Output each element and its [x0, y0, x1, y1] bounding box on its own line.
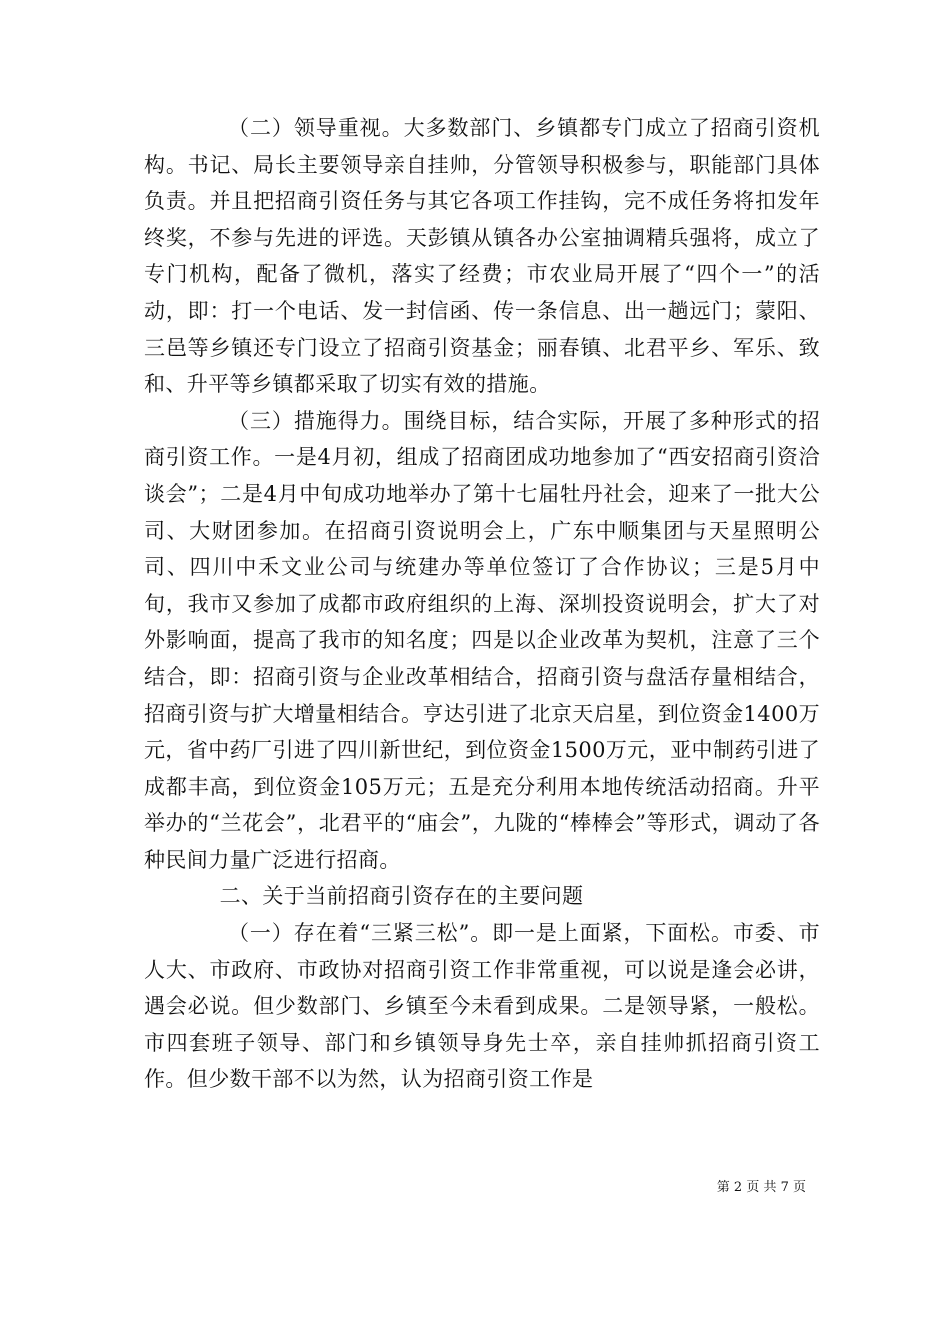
paragraph-measures: （三）措施得力。围绕目标，结合实际，开展了多种形式的招商引资工作。一是4月初，组成了招商团成功地参加了“西安招商引资洽谈会”；二是4月中旬成功地举办了第十七届牡丹社会，迎来了一批大公司、大财团参加。在招商引资说明会上，广东中顺集团与天星照明公司、四川中禾文业公司与统建办等单位签订了合作协议；三是5月中旬，我市又参加了成都市政府组织的上海、深圳投资说明会，扩大了对外影响面，提高了我市的知名度；四是以企业改革为契机，注意了三个结合，即：招商引资与企业改革相结合，招商引资与盘活存量相结合，招商引资与扩大增量相结合。亨达引进了北京天启星，到位资金1400万元，省中药厂引进了四川新世纪，到位资金1500万元，亚中制药引进了成都丰高，到位资金105万元；五是充分利用本地传统活动招商。升平举办的“兰花会”，北君平的“庙会”，九陇的“棒棒会”等形式，调动了各种民间力量广泛进行招商。 [144, 408, 820, 872]
section-heading: 二、关于当前招商引资存在的主要问题 [219, 884, 584, 909]
paragraph-leadership: （二）领导重视。大多数部门、乡镇都专门成立了招商引资机构。书记、局长主要领导亲自挂帅，分管领导积极参与，职能部门具体负责。并且把招商引资任务与其它各项工作挂钩，完不成任务将扣发年终奖，不参与先进的评选。天彭镇从镇各办公室抽调精兵强将，成立了专门机构，配备了微机，落实了经费；市农业局开展了“四个一”的活动，即：打一个电话、发一封信函、传一条信息、出一趟远门；蒙阳、三邑等乡镇还专门设立了招商引资基金；丽春镇、北君平乡、军乐、致和、升平等乡镇都采取了切实有效的措施。 [144, 116, 820, 397]
page-number: 第 2 页 共 7 页 [716, 1180, 806, 1195]
document-body [144, 110, 820, 1098]
paragraph-problems: （一）存在着“三紧三松”。即一是上面紧，下面松。市委、市人大、市政府、市政协对招商引资工作非常重视，可以说是逢会必讲，遇会必说。但少数部门、乡镇至今未看到成果。二是领导紧，一般松。市四套班子领导、部门和乡镇领导身先士卒，亲自挂帅抓招商引资工作。但少数干部不以为然，认为招商引资工作是 [144, 921, 820, 1092]
